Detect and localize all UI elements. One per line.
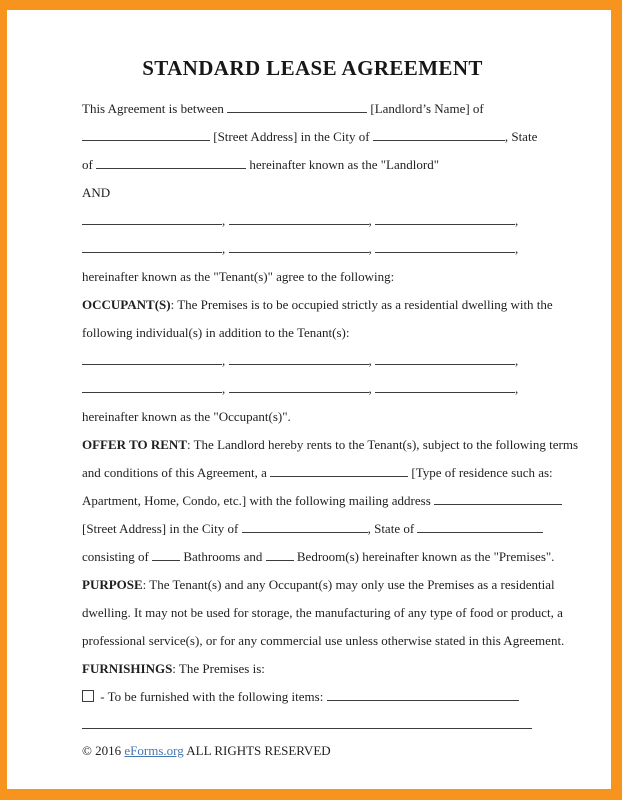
lease-agreement-page xyxy=(7,10,611,789)
occupant-names-row-1 xyxy=(82,347,543,375)
text-run: , xyxy=(515,241,519,256)
tenant-name-blank[interactable] xyxy=(82,211,222,225)
section-heading-occupants: OCCUPANT(S) xyxy=(82,297,171,312)
furnishings-line xyxy=(82,655,543,683)
section-heading-offer-to-rent: OFFER TO RENT xyxy=(82,437,187,452)
occupant-name-blank[interactable] xyxy=(229,379,369,393)
footer-rights: ALL RIGHTS RESERVED xyxy=(183,743,331,758)
furnished-checkbox[interactable] xyxy=(82,690,94,702)
text-run: , xyxy=(368,353,375,368)
section-heading-furnishings: FURNISHINGS xyxy=(82,661,173,676)
tenant-name-blank[interactable] xyxy=(229,239,369,253)
footer-copyright: © 2016 xyxy=(82,743,125,758)
state-blank[interactable] xyxy=(417,519,543,533)
city-blank[interactable] xyxy=(242,519,368,533)
eforms-link[interactable]: eForms.org xyxy=(124,743,184,758)
tenant-name-blank[interactable] xyxy=(82,239,222,253)
bedrooms-count-blank[interactable] xyxy=(266,547,294,561)
offer-to-rent-line-5 xyxy=(82,543,555,571)
section-heading-purpose: PURPOSE xyxy=(82,577,143,592)
text-run: , State of xyxy=(367,521,418,536)
text-run: , xyxy=(515,381,519,396)
text-run: , xyxy=(368,213,375,228)
text-run: consisting of xyxy=(82,549,153,564)
text-run: and conditions of this Agreement, a xyxy=(82,465,271,480)
text-run: [Landlord’s Name] of xyxy=(367,101,484,116)
page-title: STANDARD LEASE AGREEMENT xyxy=(142,56,483,80)
tenant-name-blank[interactable] xyxy=(375,211,515,225)
text-run: , xyxy=(222,213,229,228)
tenant-names-row-2 xyxy=(82,235,543,263)
text-run: This Agreement is between xyxy=(82,101,228,116)
offer-to-rent-line-3 xyxy=(82,487,543,515)
text-run: , xyxy=(515,213,519,228)
purpose-line-2 xyxy=(82,599,563,627)
text-run: professional service(s), or for any commercial use unless otherwise stated in this Agreement. xyxy=(82,633,565,648)
text-run: following individual(s) in addition to the Tenant(s): xyxy=(82,325,350,340)
tenant-clause-line xyxy=(82,263,543,291)
text-run: dwelling. It may not be used for storage, the manufacturing of any type of food or product, a xyxy=(82,605,563,620)
furnished-option-line xyxy=(82,683,543,711)
text-run: AND xyxy=(82,185,111,200)
text-run: [Street Address] in the City of xyxy=(82,521,242,536)
occupant-name-blank[interactable] xyxy=(82,351,222,365)
tenant-name-blank[interactable] xyxy=(229,211,369,225)
residence-type-blank[interactable] xyxy=(270,463,408,477)
furnished-items-continuation-line xyxy=(82,711,543,739)
landlord-name-blank[interactable] xyxy=(227,99,367,113)
furnished-items-blank-continued[interactable] xyxy=(82,715,532,729)
state-blank[interactable] xyxy=(96,155,246,169)
occupants-line-1 xyxy=(82,291,553,319)
text-run: : The Landlord hereby rents to the Tenant(s), subject to the following terms xyxy=(186,437,579,452)
intro-line-3 xyxy=(82,151,543,179)
intro-line-1 xyxy=(82,95,543,123)
occupants-line-2 xyxy=(82,319,543,347)
text-run: Apartment, Home, Condo, etc.] with the following mailing address xyxy=(82,493,435,508)
text-run: hereinafter known as the "Landlord" xyxy=(246,157,439,172)
text-run: , xyxy=(222,381,229,396)
text-run: [Street Address] in the City of xyxy=(210,129,373,144)
occupant-name-blank[interactable] xyxy=(375,379,515,393)
text-run: of xyxy=(82,157,97,172)
text-run: [Type of residence such as: xyxy=(408,465,553,480)
mailing-address-blank[interactable] xyxy=(434,491,562,505)
intro-line-2 xyxy=(82,123,543,151)
occupant-name-blank[interactable] xyxy=(229,351,369,365)
furnished-items-blank[interactable] xyxy=(327,687,519,701)
text-run: , xyxy=(368,241,375,256)
offer-to-rent-line-2 xyxy=(82,459,553,487)
bathrooms-count-blank[interactable] xyxy=(152,547,180,561)
text-run: : The Tenant(s) and any Occupant(s) may only use the Premises as a residential xyxy=(142,577,555,592)
occupant-name-blank[interactable] xyxy=(82,379,222,393)
and-line xyxy=(82,179,543,207)
tenant-names-row-1 xyxy=(82,207,543,235)
city-blank[interactable] xyxy=(373,127,505,141)
text-run: , xyxy=(222,353,229,368)
text-run: Bathrooms and xyxy=(180,549,266,564)
street-address-blank[interactable] xyxy=(82,127,210,141)
purpose-line-1 xyxy=(82,571,555,599)
text-run: - To be furnished with the following items: xyxy=(97,689,327,704)
occupant-names-row-2 xyxy=(82,375,543,403)
text-run: Bedroom(s) hereinafter known as the "Premises". xyxy=(293,549,555,564)
text-run: , xyxy=(368,381,375,396)
text-run: hereinafter known as the "Tenant(s)" agree to the following: xyxy=(82,269,395,284)
occupant-name-blank[interactable] xyxy=(375,351,515,365)
occupant-clause-line xyxy=(82,403,543,431)
purpose-line-3 xyxy=(82,627,565,655)
text-run: , xyxy=(222,241,229,256)
offer-to-rent-line-4 xyxy=(82,515,543,543)
tenant-name-blank[interactable] xyxy=(375,239,515,253)
text-run: , xyxy=(515,353,519,368)
text-run: , State xyxy=(504,129,538,144)
text-run: : The Premises is: xyxy=(172,661,265,676)
document-body xyxy=(82,95,579,739)
page-footer xyxy=(82,743,331,759)
offer-to-rent-line-1 xyxy=(82,431,579,459)
text-run: : The Premises is to be occupied strictly as a residential dwelling with the xyxy=(170,297,553,312)
text-run: hereinafter known as the "Occupant(s)". xyxy=(82,409,291,424)
